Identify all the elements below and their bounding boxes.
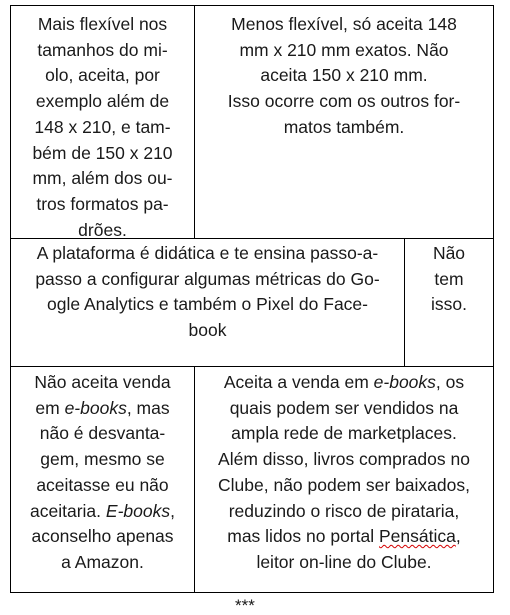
text-line: a Amazon. [61, 551, 144, 572]
cell-row2-left [11, 241, 404, 344]
emphasis-text: e-books [373, 372, 436, 392]
text-segment: , [455, 526, 461, 547]
text-line [11, 396, 194, 422]
text-segment: mas lidos no portal [227, 526, 379, 547]
cell-row1-right [195, 12, 493, 141]
text-segment: , [170, 500, 175, 521]
text-line: ogle Analytics e também o Pixel do Face- [47, 294, 368, 315]
text-segment: em [35, 397, 65, 418]
cell-row1-left [11, 12, 194, 243]
text-line: não é desvanta- [39, 423, 166, 444]
text-line: tamanhos do mi- [37, 39, 168, 60]
text-line: ampla rede de marketplaces. [231, 423, 457, 444]
text-line: gem, mesmo se [40, 449, 165, 470]
text-line: quais podem ser vendidos na [229, 397, 459, 418]
table-border-right [493, 5, 494, 593]
text-line: leitor on-line do Clube. [256, 551, 432, 572]
section-separator: *** [235, 596, 255, 615]
text-line: passo a configurar algumas métricas do Go- [35, 268, 380, 289]
spellcheck-flagged-word[interactable]: Pensática [379, 526, 456, 547]
table-border-row2-row3 [10, 366, 494, 367]
text-line: Não [432, 243, 466, 263]
text-line [195, 370, 493, 396]
cell-row3-right [195, 370, 493, 576]
text-line: olo, aceita, por [45, 65, 160, 86]
text-line: 148 x 210, e tam- [34, 116, 171, 137]
text-line: aceita 150 x 210 mm. [260, 65, 428, 86]
text-segment: aceitaria. [30, 500, 106, 521]
text-line: Clube, não podem ser baixados, [218, 474, 470, 495]
text-line: Não aceita venda [34, 372, 171, 392]
text-line: A plataforma é didática e te ensina passo-a- [36, 243, 379, 263]
text-line: Menos flexível, só aceita 148 [231, 14, 457, 34]
text-line: drões. [78, 219, 127, 240]
table-border-top [10, 5, 494, 6]
text-line: reduzindo o risco de pirataria, [228, 500, 460, 521]
text-line: book [188, 320, 227, 341]
text-line: aconselho apenas [31, 526, 174, 547]
cell-row3-left [11, 370, 194, 576]
text-segment: , mas [126, 397, 170, 418]
text-line: exemplo além de [35, 91, 170, 112]
text-segment: Aceita a venda em [223, 372, 374, 392]
cell-row2-right [405, 241, 493, 318]
text-line: mm, além dos ou- [32, 168, 173, 189]
text-line: tem [434, 268, 464, 289]
text-line: isso. [431, 294, 467, 315]
emphasis-text: e-books [64, 397, 127, 418]
emphasis-text: E-books [105, 500, 171, 521]
text-line: mm x 210 mm exatos. Não [239, 39, 449, 60]
text-line: Isso ocorre com os outros for- [227, 91, 461, 112]
table-border-bottom [10, 592, 494, 593]
text-line: bém de 150 x 210 [32, 142, 173, 163]
text-line: Mais flexível nos [37, 14, 168, 34]
text-line: matos também. [283, 116, 405, 137]
text-line: tros formatos pa- [36, 193, 169, 214]
text-line: Além disso, livros comprados no [218, 449, 470, 470]
text-segment: , os [435, 372, 465, 392]
text-line [11, 499, 194, 525]
text-line: aceitasse eu não [36, 474, 169, 495]
text-line [195, 524, 493, 550]
